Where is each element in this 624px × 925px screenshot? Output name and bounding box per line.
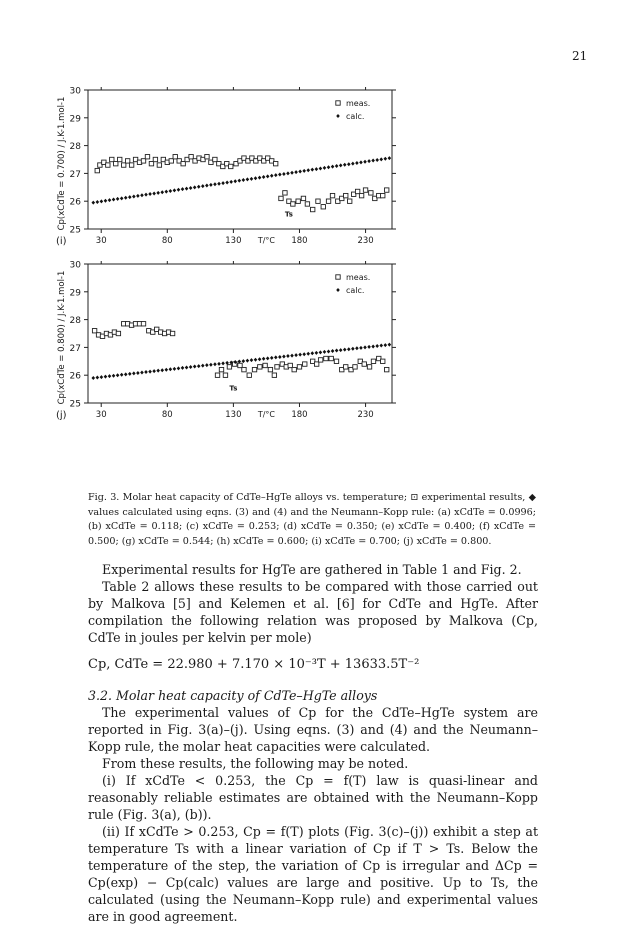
- calc-point: [104, 375, 108, 379]
- meas-point: [367, 365, 371, 369]
- calc-point: [185, 187, 189, 191]
- calc-point: [278, 355, 282, 359]
- calc-point: [209, 363, 213, 367]
- meas-point: [353, 365, 357, 369]
- calc-point: [112, 198, 116, 202]
- calc-point: [302, 169, 306, 173]
- x-tick-label: 30: [95, 236, 107, 246]
- calc-point: [229, 180, 233, 184]
- chart-panel-j: [0, 258, 624, 423]
- calc-point: [148, 192, 152, 196]
- meas-point: [344, 365, 348, 369]
- x-tick-label: 180: [291, 410, 308, 420]
- y-tick-label: 28: [69, 316, 81, 327]
- calc-point: [270, 174, 274, 178]
- calc-point: [286, 171, 290, 175]
- calc-point: [294, 353, 298, 357]
- calc-point: [254, 176, 258, 180]
- meas-point: [145, 155, 149, 159]
- meas-point: [247, 373, 251, 377]
- calc-point: [363, 160, 367, 164]
- meas-point: [242, 367, 246, 371]
- calc-point: [294, 170, 298, 174]
- meas-point: [318, 358, 322, 362]
- paragraph: The experimental values of Cp for the CdTe–HgTe system are reported in Fig. 3(a)–(j). Using eqns. (3) and (4) and the Neumann–Kopp rule, the molar heat capacities were calculated.: [88, 705, 538, 754]
- calc-point: [213, 182, 217, 186]
- meas-point: [219, 367, 223, 371]
- calc-point: [96, 200, 100, 204]
- calc-point: [351, 162, 355, 166]
- calc-point: [351, 347, 355, 351]
- meas-point: [303, 362, 307, 366]
- y-tick-label: 27: [69, 169, 81, 180]
- meas-point: [116, 331, 120, 335]
- calc-point: [290, 171, 294, 175]
- calc-point: [140, 193, 144, 197]
- calc-point: [173, 367, 177, 371]
- x-tick-label: 130: [225, 236, 242, 246]
- calc-point: [197, 364, 201, 368]
- calc-point: [152, 191, 156, 195]
- meas-point: [223, 373, 227, 377]
- legend-calc-label: calc.: [346, 286, 365, 295]
- calc-point: [189, 186, 193, 190]
- calc-point: [323, 166, 327, 170]
- calc-point: [136, 371, 140, 375]
- meas-point: [296, 199, 300, 203]
- calc-point: [323, 350, 327, 354]
- meas-point: [363, 188, 367, 192]
- page-number: 21: [572, 49, 588, 63]
- meas-point: [381, 193, 385, 197]
- x-tick-label: 80: [161, 410, 173, 420]
- legend-calc-label: calc.: [346, 112, 365, 121]
- calc-point: [132, 371, 136, 375]
- meas-point: [324, 356, 328, 360]
- list-item: (i) If xCdTe < 0.253, the Cp = f(T) law is quasi-linear and reasonably reliable estimates are obtained with the Neumann–Kopp rule (Fig. 3(a), (b)).: [88, 773, 538, 822]
- meas-point: [227, 365, 231, 369]
- meas-point: [381, 359, 385, 363]
- calc-point: [371, 159, 375, 163]
- meas-point: [106, 163, 110, 167]
- meas-point: [310, 207, 314, 211]
- y-tick-label: 26: [69, 197, 81, 208]
- calc-point: [242, 359, 246, 363]
- meas-point: [229, 164, 233, 168]
- calc-point: [181, 187, 185, 191]
- x-tick-label: 230: [357, 410, 374, 420]
- calc-point: [266, 356, 270, 360]
- calc-point: [367, 345, 371, 349]
- calc-point: [359, 346, 363, 350]
- calc-point: [173, 188, 177, 192]
- calc-point: [164, 190, 168, 194]
- calc-point: [335, 164, 339, 168]
- calc-point: [140, 370, 144, 374]
- meas-point: [292, 367, 296, 371]
- calc-point: [91, 376, 95, 380]
- calc-point: [327, 165, 331, 169]
- calc-point: [359, 160, 363, 164]
- calc-point: [298, 353, 302, 357]
- meas-point: [359, 193, 363, 197]
- calc-point: [201, 364, 205, 368]
- equation: Cp, CdTe = 22.980 + 7.170 × 10⁻³T + 13633.5T⁻²: [88, 657, 420, 672]
- figure-caption: Fig. 3. Molar heat capacity of CdTe–HgTe alloys vs. temperature; ⊡ experimental results, ◆ values calculated using eqns. (3) and (4) and the Neumann–Kopp rule: (a) xCdTe = 0.0996; (b) xCdTe = 0.118; (c) xCdTe = 0.253; (d) xCdTe = 0.350; (e) xCdTe = 0.400; (f) xCdTe = 0.500; (g) xCdTe = 0.544; (h) xCdTe = 0.600; (i) xCdTe = 0.700; (j) xCdTe = 0.800.: [88, 492, 536, 547]
- calc-point: [278, 173, 282, 177]
- calc-point: [144, 370, 148, 374]
- meas-point: [153, 157, 157, 161]
- calc-point: [339, 163, 343, 167]
- x-tick-label: 180: [291, 236, 308, 246]
- meas-point: [268, 367, 272, 371]
- calc-point: [335, 349, 339, 353]
- calc-point: [298, 170, 302, 174]
- calc-point: [310, 351, 314, 355]
- calc-point: [375, 158, 379, 162]
- calc-point: [347, 347, 351, 351]
- panel-label: (j): [56, 410, 67, 421]
- meas-point: [283, 191, 287, 195]
- meas-point: [272, 373, 276, 377]
- calc-point: [217, 362, 221, 366]
- calc-point: [152, 369, 156, 373]
- calc-point: [233, 179, 237, 183]
- calc-point: [108, 198, 112, 202]
- legend-meas-label: meas.: [346, 273, 371, 282]
- calc-point: [96, 376, 100, 380]
- calc-point: [197, 185, 201, 189]
- calc-point: [221, 181, 225, 185]
- calc-point: [315, 351, 319, 355]
- plot-frame: [88, 264, 392, 403]
- y-axis-label: Cp(xCdTe = 0.800) / J.K-1.mol-1: [57, 270, 67, 405]
- calc-point: [315, 167, 319, 171]
- calc-point: [242, 178, 246, 182]
- calc-point: [124, 196, 128, 200]
- calc-point: [160, 368, 164, 372]
- calc-point: [343, 348, 347, 352]
- meas-point: [141, 322, 145, 326]
- calc-point: [185, 365, 189, 369]
- calc-point: [189, 365, 193, 369]
- calc-point: [169, 367, 173, 371]
- calc-point: [379, 157, 383, 161]
- calc-point: [384, 157, 388, 161]
- calc-point: [274, 355, 278, 359]
- meas-point: [205, 155, 209, 159]
- x-axis-label: T/°C: [257, 236, 276, 245]
- calc-point: [120, 373, 124, 377]
- calc-point: [225, 180, 229, 184]
- calc-point: [266, 174, 270, 178]
- calc-point: [116, 197, 120, 201]
- meas-point: [118, 157, 122, 161]
- meas-point: [305, 202, 309, 206]
- calc-point: [132, 194, 136, 198]
- calc-point: [375, 344, 379, 348]
- ts-annotation: Ts: [229, 384, 238, 393]
- calc-point: [116, 373, 120, 377]
- meas-point: [329, 356, 333, 360]
- calc-point: [262, 175, 266, 179]
- calc-point: [282, 172, 286, 176]
- paragraph: Table 2 allows these results to be compared with those carried out by Malkova [5] and Kelemen et al. [6] for CdTe and HgTe. After compilation the following relation was proposed by Malkova (Cp, CdTe in joules per kelvin per mole): [88, 579, 538, 645]
- meas-point: [215, 373, 219, 377]
- y-axis-label: Cp(xCdTe = 0.700) / J.K-1.mol-1: [57, 96, 67, 231]
- calc-point: [258, 357, 262, 361]
- y-tick-label: 29: [69, 114, 81, 125]
- x-tick-label: 80: [161, 236, 173, 246]
- y-tick-label: 30: [69, 86, 81, 97]
- meas-point: [348, 199, 352, 203]
- section-heading: 3.2. Molar heat capacity of CdTe–HgTe alloys: [88, 688, 378, 703]
- calc-point: [205, 363, 209, 367]
- calc-point: [286, 354, 290, 358]
- calc-point: [91, 201, 95, 205]
- legend-meas-label: meas.: [346, 99, 371, 108]
- y-tick-label: 28: [69, 142, 81, 153]
- calc-point: [331, 165, 335, 169]
- calc-point: [181, 366, 185, 370]
- body-text: [88, 561, 538, 925]
- calc-point: [100, 375, 104, 379]
- calc-point: [201, 184, 205, 188]
- y-tick-label: 25: [69, 225, 81, 236]
- meas-point: [321, 205, 325, 209]
- meas-point: [297, 365, 301, 369]
- calc-point: [250, 358, 254, 362]
- calc-point: [221, 361, 225, 365]
- calc-point: [112, 374, 116, 378]
- meas-point: [252, 367, 256, 371]
- paragraph: Experimental results for HgTe are gathered in Table 1 and Fig. 2.: [102, 562, 522, 577]
- meas-point: [275, 365, 279, 369]
- meas-point: [344, 193, 348, 197]
- calc-point: [120, 196, 124, 200]
- calc-point: [282, 355, 286, 359]
- meas-point: [316, 199, 320, 203]
- calc-point: [306, 168, 310, 172]
- legend-calc-marker: [336, 114, 340, 118]
- calc-point: [384, 343, 388, 347]
- calc-point: [160, 190, 164, 194]
- calc-point: [339, 348, 343, 352]
- legend-calc-marker: [336, 288, 340, 292]
- calc-point: [156, 369, 160, 373]
- list-item: (ii) If xCdTe > 0.253, Cp = f(T) plots (Fig. 3(c)–(j)) exhibit a step at temperature Ts with a linear variation of Cp if T > Ts. Below the temperature of the step, the variation of Cp is irregular and ΔCp = Cp(exp) − Cp(calc) values are large and positive. Up to Ts, the calculated (using the Neumann–Kopp rule) and experimental values are in good agreement.: [88, 824, 538, 924]
- calc-point: [108, 374, 112, 378]
- calc-point: [213, 362, 217, 366]
- calc-point: [310, 168, 314, 172]
- calc-point: [262, 357, 266, 361]
- calc-point: [164, 368, 168, 372]
- panel-label: (i): [56, 236, 67, 247]
- calc-point: [209, 183, 213, 187]
- calc-point: [136, 194, 140, 198]
- calc-point: [246, 359, 250, 363]
- calc-point: [246, 177, 250, 181]
- y-tick-label: 27: [69, 343, 81, 354]
- y-tick-label: 29: [69, 288, 81, 299]
- calc-point: [128, 195, 132, 199]
- ts-annotation: Ts: [284, 210, 293, 219]
- calc-point: [205, 184, 209, 188]
- meas-point: [385, 188, 389, 192]
- legend-meas-marker: [336, 275, 340, 279]
- calc-point: [169, 189, 173, 193]
- calc-point: [347, 162, 351, 166]
- calc-point: [331, 349, 335, 353]
- calc-point: [355, 161, 359, 165]
- calc-point: [371, 344, 375, 348]
- x-tick-label: 230: [357, 236, 374, 246]
- calc-point: [104, 199, 108, 203]
- calc-point: [388, 156, 392, 160]
- calc-point: [144, 193, 148, 197]
- calc-point: [319, 350, 323, 354]
- meas-point: [371, 359, 375, 363]
- calc-point: [148, 370, 152, 374]
- calc-point: [100, 199, 104, 203]
- paragraph: From these results, the following may be noted.: [102, 756, 409, 771]
- meas-point: [129, 163, 133, 167]
- calc-point: [258, 176, 262, 180]
- calc-point: [388, 343, 392, 347]
- meas-point: [157, 163, 161, 167]
- meas-point: [258, 365, 262, 369]
- meas-point: [291, 202, 295, 206]
- calc-point: [193, 365, 197, 369]
- x-tick-label: 130: [225, 410, 242, 420]
- meas-point: [273, 161, 277, 165]
- meas-point: [279, 196, 283, 200]
- y-tick-label: 25: [69, 399, 81, 410]
- calc-point: [290, 354, 294, 358]
- calc-point: [193, 185, 197, 189]
- calc-point: [302, 352, 306, 356]
- chart-panel-i: [0, 84, 624, 249]
- calc-point: [177, 188, 181, 192]
- calc-point: [124, 372, 128, 376]
- calc-point: [156, 191, 160, 195]
- calc-point: [250, 177, 254, 181]
- calc-point: [128, 372, 132, 376]
- meas-point: [301, 196, 305, 200]
- calc-point: [319, 166, 323, 170]
- calc-point: [343, 163, 347, 167]
- y-tick-label: 30: [69, 260, 81, 271]
- calc-point: [379, 344, 383, 348]
- calc-point: [306, 352, 310, 356]
- x-tick-label: 30: [95, 410, 107, 420]
- calc-point: [177, 366, 181, 370]
- calc-point: [270, 356, 274, 360]
- meas-point: [385, 367, 389, 371]
- legend-meas-marker: [336, 101, 340, 105]
- calc-point: [327, 349, 331, 353]
- x-axis-label: T/°C: [257, 410, 276, 419]
- meas-point: [170, 331, 174, 335]
- calc-point: [363, 345, 367, 349]
- calc-point: [274, 173, 278, 177]
- meas-point: [362, 362, 366, 366]
- meas-point: [330, 193, 334, 197]
- meas-point: [326, 199, 330, 203]
- calc-point: [217, 182, 221, 186]
- meas-point: [334, 359, 338, 363]
- y-tick-label: 26: [69, 371, 81, 382]
- calc-point: [237, 179, 241, 183]
- calc-point: [355, 346, 359, 350]
- meas-point: [95, 168, 99, 172]
- meas-point: [263, 363, 267, 367]
- meas-point: [369, 191, 373, 195]
- calc-point: [254, 358, 258, 362]
- calc-point: [367, 159, 371, 163]
